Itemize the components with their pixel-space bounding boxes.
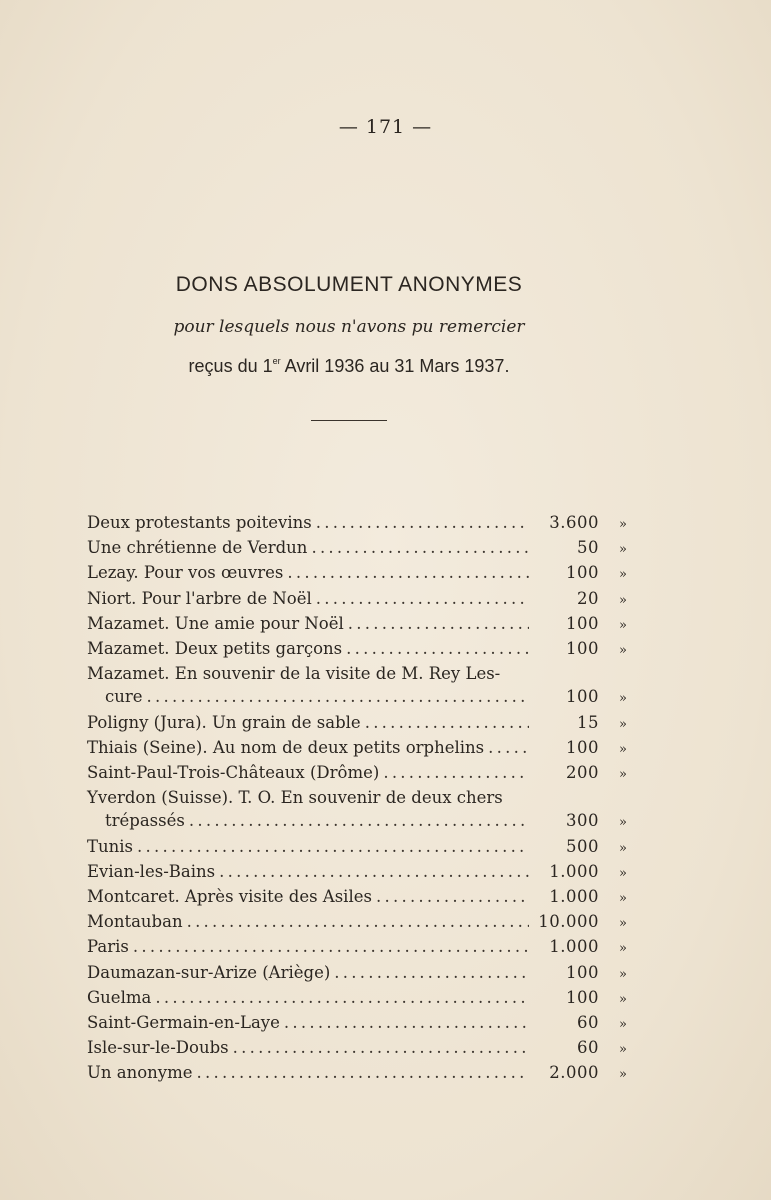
page-title: DONS ABSOLUMENT ANONYMES (175, 273, 523, 296)
ditto-mark: » (619, 691, 627, 707)
donation-amount: 1.000 (549, 861, 599, 881)
ditto-mark: » (619, 1042, 627, 1058)
donation-row (87, 511, 627, 536)
donation-label: Saint-Germain-en-Laye (87, 1013, 280, 1033)
donation-label: Tunis (87, 836, 134, 856)
donation-row (87, 935, 627, 960)
ditto-mark: » (619, 716, 627, 732)
donation-row (87, 860, 627, 885)
ditto-mark: » (619, 741, 627, 757)
leader-dots (316, 587, 529, 610)
donation-list (87, 511, 627, 1087)
leader-dots (284, 1011, 529, 1034)
ditto-mark: » (619, 966, 627, 982)
donation-amount: 2.000 (549, 1063, 599, 1083)
donation-amount: 100 (566, 687, 599, 707)
donation-label: Daumazan-sur-Arize (Ariège) (87, 962, 331, 982)
leader-dots (155, 986, 529, 1009)
donation-label: Montcaret. Après visite des Asiles (87, 887, 372, 907)
donation-label: Lezay. Pour vos œuvres (87, 563, 284, 583)
leader-dots (383, 761, 529, 784)
donation-row (87, 835, 627, 860)
ditto-mark: » (619, 815, 627, 831)
ditto-mark: » (619, 840, 627, 856)
donation-label: Un anonyme (87, 1063, 193, 1083)
donation-label-line1: Yverdon (Suisse). T. O. En souvenir de deux chers (87, 788, 503, 808)
donation-label: Guelma (87, 987, 152, 1007)
donation-row (87, 587, 627, 612)
donation-label: Poligny (Jura). Un grain de sable (87, 712, 361, 732)
donation-row (87, 1011, 627, 1036)
donation-amount: 10.000 (538, 912, 599, 932)
leader-dots (137, 835, 529, 858)
leader-dots (233, 1036, 529, 1059)
donation-amount: 60 (577, 1038, 599, 1058)
donation-label: Deux protestants poitevins (87, 513, 312, 532)
ditto-mark: » (619, 592, 627, 608)
donation-row (87, 561, 627, 586)
received-superscript: er (272, 356, 281, 366)
donation-label: Niort. Pour l'arbre de Noël (87, 588, 312, 608)
donation-label: trépassés (105, 811, 185, 831)
donation-row (87, 685, 627, 710)
donation-label-line1: Mazamet. En souvenir de la visite de M. Rey Les- (87, 664, 501, 684)
leader-dots (311, 536, 529, 559)
received-after: Avril 1936 au 31 Mars 1937. (280, 356, 510, 376)
leader-dots (316, 511, 529, 534)
donation-label: Paris (87, 937, 129, 957)
ditto-mark: » (619, 617, 627, 633)
donation-amount: 20 (577, 588, 599, 608)
donation-label: Saint-Paul-Trois-Châteaux (Drôme) (87, 763, 380, 783)
donation-row (87, 536, 627, 561)
leader-dots (197, 1061, 529, 1084)
leader-dots (147, 685, 529, 708)
donation-amount: 200 (566, 763, 599, 783)
donation-amount: 100 (566, 962, 599, 982)
donation-row (87, 1036, 627, 1061)
leader-dots (189, 809, 529, 832)
donation-amount: 100 (566, 563, 599, 583)
donation-amount: 60 (577, 1013, 599, 1033)
donation-label: Evian-les-Bains (87, 861, 216, 881)
donation-amount: 3.600 (549, 513, 599, 532)
donation-amount: 100 (566, 613, 599, 633)
ditto-mark: » (619, 517, 627, 532)
donation-label: Thiais (Seine). Au nom de deux petits orphelins (87, 737, 485, 757)
donation-amount: 100 (566, 737, 599, 757)
leader-dots (488, 736, 529, 759)
ditto-mark: » (619, 767, 627, 783)
leader-dots (133, 935, 529, 958)
ditto-mark: » (619, 941, 627, 957)
page-number: — 171 — (338, 116, 433, 138)
donation-row (87, 711, 627, 736)
donation-row (87, 809, 627, 834)
donation-row (87, 910, 627, 935)
page-subtitle: pour lesquels nous n'avons pu remercier (173, 317, 525, 337)
donation-amount: 300 (566, 811, 599, 831)
leader-dots (334, 961, 529, 984)
leader-dots (287, 561, 529, 584)
donation-row (87, 637, 627, 662)
ditto-mark: » (619, 567, 627, 583)
ditto-mark: » (619, 1067, 627, 1083)
donation-label: Une chrétienne de Verdun (87, 538, 308, 558)
donation-amount: 15 (577, 712, 599, 732)
donation-amount: 50 (577, 538, 599, 558)
donation-label: Isle-sur-le-Doubs (87, 1038, 229, 1058)
separator-rule (311, 420, 387, 421)
ditto-mark: » (619, 643, 627, 659)
ditto-mark: » (619, 542, 627, 558)
ditto-mark: » (619, 916, 627, 932)
leader-dots (376, 885, 529, 908)
donation-amount: 500 (566, 836, 599, 856)
donation-row (87, 986, 627, 1011)
donation-label: Mazamet. Une amie pour Noël (87, 613, 344, 633)
ditto-mark: » (619, 865, 627, 881)
leader-dots (346, 637, 529, 660)
donation-amount: 100 (566, 639, 599, 659)
leader-dots (219, 860, 529, 883)
donation-row (87, 736, 627, 761)
donation-row (87, 1061, 627, 1086)
leader-dots (365, 711, 529, 734)
donation-amount: 1.000 (549, 937, 599, 957)
donation-amount: 1.000 (549, 887, 599, 907)
donation-row (87, 885, 627, 910)
leader-dots (187, 910, 529, 933)
donation-amount: 100 (566, 987, 599, 1007)
donation-label: cure (105, 687, 143, 707)
donation-row (87, 612, 627, 637)
ditto-mark: » (619, 991, 627, 1007)
received-period (0, 356, 698, 377)
leader-dots (348, 612, 529, 635)
donation-label: Mazamet. Deux petits garçons (87, 639, 343, 659)
donation-label: Montauban (87, 912, 183, 932)
received-before: reçus du 1 (188, 356, 273, 376)
ditto-mark: » (619, 891, 627, 907)
ditto-mark: » (619, 1017, 627, 1033)
donation-row (87, 761, 627, 786)
donation-row (87, 961, 627, 986)
